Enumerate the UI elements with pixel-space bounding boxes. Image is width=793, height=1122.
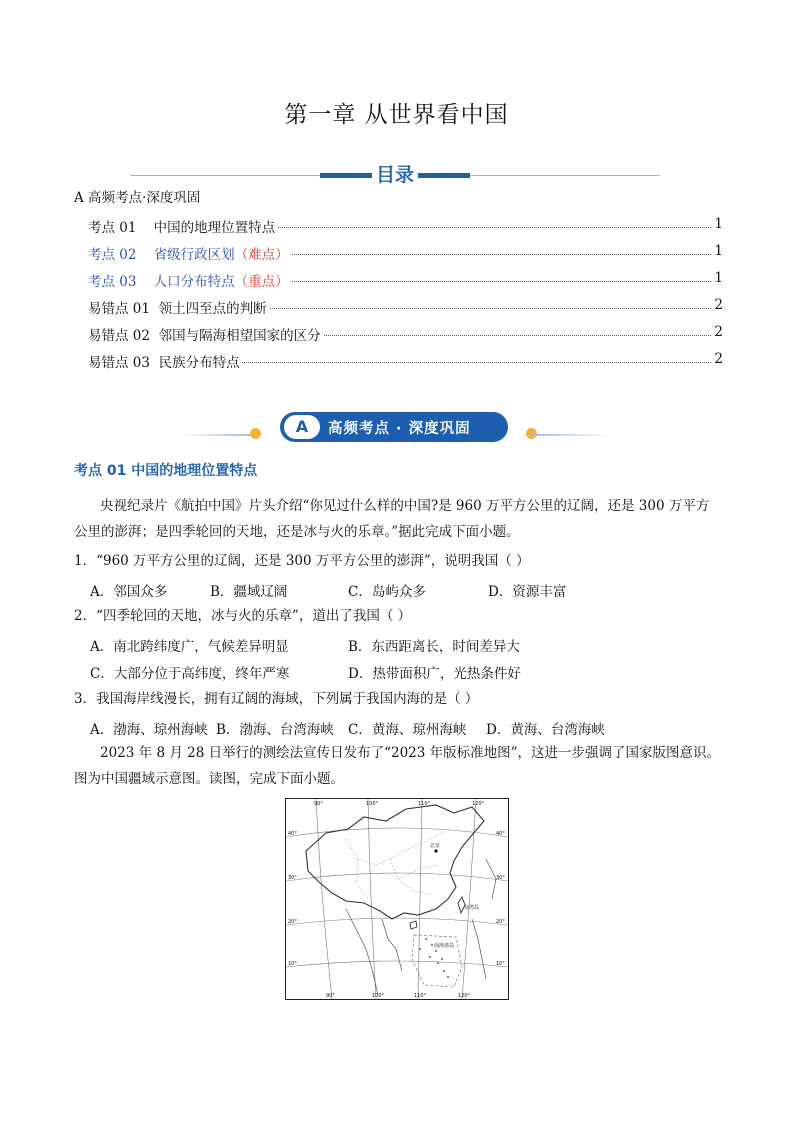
label-south-china-sea: 南海诸岛 bbox=[434, 943, 455, 949]
bottom-label-120: 120° bbox=[458, 993, 471, 999]
toc-entry-page: 2 bbox=[714, 297, 723, 313]
hainan-island bbox=[410, 921, 417, 929]
bottom-label-110: 110° bbox=[414, 993, 427, 999]
question-3-option-d: D．黄海、台湾海峡 bbox=[486, 722, 605, 738]
intro-line-2: 公里的澎湃；是四季轮回的天地，还是冰与火的乐章。”据此完成下面小题。 bbox=[74, 524, 520, 540]
toc-entry-prefix: 考点 03 bbox=[88, 274, 137, 290]
right-label-40: 40° bbox=[496, 831, 505, 837]
province-lines bbox=[346, 831, 446, 899]
intro2-line-1: 2023 年 8 月 28 日举行的测绘法宣传日发布了“2023 年版标准地图”，这进一步强调了国家版图意识。 bbox=[100, 745, 721, 761]
banner-letter: A bbox=[284, 415, 320, 439]
question-3-option-b: B．渤海、台湾海峡 bbox=[216, 722, 334, 738]
neighbour-coastlines bbox=[346, 859, 496, 995]
top-label-110: 110° bbox=[418, 801, 431, 807]
left-label-20: 20° bbox=[288, 919, 297, 925]
bottom-label-100: 100° bbox=[372, 993, 385, 999]
label-taiwan: 台湾岛 bbox=[464, 905, 480, 911]
toc-entry-name: 人口分布特点 bbox=[153, 274, 235, 290]
meridian-110 bbox=[418, 799, 422, 999]
top-label-100: 100° bbox=[366, 801, 379, 807]
left-label-30: 30° bbox=[288, 875, 297, 881]
toc-entry-tag: （难点） bbox=[234, 247, 289, 263]
question-1-option-c: C．岛屿众多 bbox=[348, 584, 426, 600]
intro-line-1: 央视纪录片《航拍中国》片头介绍“你见过什么样的中国?是 960 万平方公里的辽阔，还是 300 万平方 bbox=[100, 498, 710, 514]
toc-entry[interactable] bbox=[0, 324, 793, 344]
intro2-line-2: 图为中国疆域示意图。读图，完成下面小题。 bbox=[74, 771, 344, 787]
toc-entry-text bbox=[88, 270, 291, 290]
question-1-option-a: A．邻国众多 bbox=[90, 584, 168, 600]
parallel-20 bbox=[286, 918, 508, 925]
question-2-option-c: C．大部分位于高纬度，终年严寒 bbox=[90, 666, 290, 682]
banner-dot-left bbox=[250, 428, 261, 439]
toc-label: 目录 bbox=[375, 164, 414, 186]
meridian-120 bbox=[462, 799, 476, 999]
toc-entry-page: 1 bbox=[714, 216, 723, 232]
toc-entry-name: 民族分布特点 bbox=[158, 355, 240, 371]
question-3-option-a: A．渤海、琼州海峡 bbox=[90, 722, 208, 738]
section-banner bbox=[180, 410, 610, 446]
toc-entry-prefix: 易错点 02 bbox=[88, 328, 150, 344]
toc-entry-text bbox=[88, 324, 323, 344]
map-labels bbox=[288, 801, 505, 999]
meridian-90 bbox=[316, 799, 332, 999]
banner-text: 高频考点 · 深度巩固 bbox=[328, 421, 471, 437]
toc-entry-page: 2 bbox=[714, 351, 723, 367]
left-label-40: 40° bbox=[288, 831, 297, 837]
toc-entry-page: 1 bbox=[714, 243, 723, 259]
toc-section: A 高频考点·深度巩固 bbox=[74, 190, 201, 206]
toc-entry-page: 1 bbox=[714, 270, 723, 286]
question-1-stem: 1．“960 万平方公里的辽阔，还是 300 万平方公里的澎湃”，说明我国（ ） bbox=[74, 553, 530, 569]
banner-rule-left bbox=[180, 434, 260, 436]
toc-entry-name: 邻国与隔海相望国家的区分 bbox=[158, 328, 321, 344]
map-graticule bbox=[286, 799, 508, 999]
beijing-marker bbox=[434, 849, 437, 852]
question-3-stem: 3．我国海岸线漫长，拥有辽阔的海域，下列属于我国内海的是（ ） bbox=[74, 691, 479, 707]
question-1-option-d: D．资源丰富 bbox=[488, 584, 567, 600]
toc-entry-page: 2 bbox=[714, 324, 723, 340]
question-2-stem: 2．“四季轮回的天地，冰与火的乐章”，道出了我国（ ） bbox=[74, 608, 412, 624]
question-2-option-d: D．热带面积广，光热条件好 bbox=[348, 666, 521, 682]
toc-entry-prefix: 易错点 01 bbox=[88, 301, 150, 317]
toc-entry[interactable] bbox=[0, 351, 793, 371]
toc-entry-prefix: 考点 02 bbox=[88, 247, 137, 263]
toc-entry[interactable] bbox=[0, 270, 793, 290]
banner-rule-right bbox=[530, 434, 610, 436]
toc-entry[interactable] bbox=[0, 216, 793, 236]
china-territory-map bbox=[285, 798, 509, 1000]
question-1-option-b: B．疆域辽阔 bbox=[210, 584, 288, 600]
toc-header bbox=[130, 160, 660, 190]
right-label-30: 30° bbox=[496, 875, 505, 881]
toc-entry-text bbox=[88, 351, 242, 371]
top-label-90: 90° bbox=[314, 801, 323, 807]
right-label-20: 20° bbox=[496, 919, 505, 925]
bottom-label-90: 90° bbox=[326, 993, 335, 999]
toc-entry-prefix: 考点 01 bbox=[88, 220, 137, 236]
toc-entry[interactable] bbox=[0, 297, 793, 317]
label-beijing: 北京 bbox=[430, 843, 441, 849]
question-2-option-b: B．东西距离长，时间差异大 bbox=[348, 639, 520, 655]
document-title: 第一章 从世界看中国 bbox=[284, 102, 509, 128]
question-2-option-a: A．南北跨纬度广，气候差异明显 bbox=[90, 639, 289, 655]
section-heading: 考点 01 中国的地理位置特点 bbox=[74, 463, 258, 479]
question-3-option-c: C．黄海、琼州海峡 bbox=[348, 722, 467, 738]
toc-entry[interactable] bbox=[0, 243, 793, 263]
toc-entry-tag: （重点） bbox=[234, 274, 289, 290]
china-outline bbox=[306, 805, 484, 919]
left-label-10: 10° bbox=[288, 961, 297, 967]
parallel-10 bbox=[286, 961, 508, 967]
banner-pill bbox=[280, 412, 508, 442]
toc-entry-name: 中国的地理位置特点 bbox=[153, 220, 276, 236]
map-drawing bbox=[286, 799, 508, 999]
toc-entry-text bbox=[88, 216, 277, 236]
toc-entry-name: 领土四至点的判断 bbox=[158, 301, 267, 317]
top-label-120: 120° bbox=[472, 801, 485, 807]
toc-entry-prefix: 易错点 03 bbox=[88, 355, 150, 371]
right-label-10: 10° bbox=[496, 961, 505, 967]
toc-entry-name: 省级行政区划 bbox=[153, 247, 235, 263]
toc-entry-text bbox=[88, 243, 291, 263]
toc-entry-text bbox=[88, 297, 269, 317]
